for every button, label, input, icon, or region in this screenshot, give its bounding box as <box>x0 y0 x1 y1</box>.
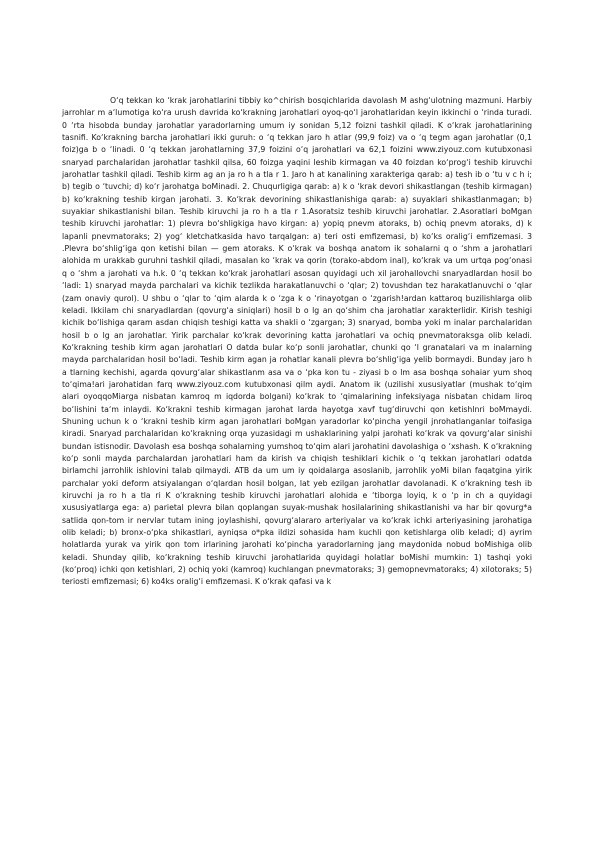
body-text-block <box>62 95 532 589</box>
body-paragraph: O‘q tekkan ko ‘krak jarohatlarini tibbiy ko^chirish bosqichlarida davolash M ashg‘ulotning mazmuni. Harbiy jarrohlar m a‘lumotiga ko‘ra urush davrida ko‘krakning jarohatlari oyoq-qo‘l jarohatlaridan keyin ikkinchi o ‘rinda turadi. 0 ‘rta hisobda bunday jarohatlar yaradorlarning umum iy sonidan 5,12 foizni tashkil qiladi. K o‘krak jarohatlarining tasnifi. Ko‘krakning barcha jarohatlari ikki guruh: o ‘q tekkan jaro h atlar (99,9 foiz) va o ‘q tegm agan jarohatlar (0,1 foiz)ga b o ‘linadi. 0 ‘q tekkan jarohatlarning 37,9 foizini o‘q jarohatlari va 62,1 foizini www.ziyouz.com kutubxonasi snaryad parchalaridan jarohatlar tashkil qilsa, 60 foizga yaqini leshib kirmagan va 40 foizdan ko‘prog‘i teshib kiruvchi jarohatlar tashkil qiladi. Teshib kirm ag an ja ro h a tla r 1. Jaro h at kanalining xarakteriga qarab: a) tesh ib o ‘tu v c h i; b) tegib o ‘tuvchi; d) ko‘r jarohatga boMinadi. 2. Chuqurligiga qarab: a) k o ‘krak devori shikastlangan (teshib kirmagan) b) ko‘krakning teshib kirgan jarohati. 3. Ko‘krak devorining shikastlanishiga qarab: a) suyaklari shikastlanmagan; b) suyakiar shikastlanishi bilan. Teshib kiruvchi ja ro h a tla r 1.Asoratsiz teshib kiruvchi jarohatlar. 2.Asoratlari boMgan teshib kiruvchi jarohatlar: 1) plevra bo‘shligkiga havo kirgan: a) yopiq pnevm atoraks, b) ochiq pnevm atoraks, d) k lapanli pnevmatoraks; 2) yog‘ kletchatkasida havo tarqalgan: a) teri osti emfizemasi, b) ko‘ks oralig‘i emfizemasi. 3 .Plevra bo‘shlig‘iga qon ketishi bilan — gem atoraks. K o‘krak va boshqa anatom ik sohalarni q o ‘shm a jarohatlari alohida m urakkab guruhni tashkil qiladi, masalan ko ‘krak va qorin (torako-abdom inal), ko‘krak va um urtqa pog‘onasi q o ‘shm a jarohati va h.k. 0 ‘q tekkan ko‘krak jarohatlari asosan quyidagi uch xil jarohallovchi snaryadlardan hosil bo ‘ladi: 1) snaryad mayda parchalari va kichik tezlikda harakatlanuvchi o ‘qlar; 2) tovushdan tez harakatlanuvchi o ‘qlar (zam onaviy qurol). U shbu o ‘qlar to ‘qim alarda k o ‘zga k o ‘rinayotgan o ‘zgarish!ardan kattaroq buzilishlarga olib keladi. Ikkilam chi snaryadlardan (qovurg‘a siniqlari) hosil b o lg an qo‘shim cha jarohatlar xarakterlidir. Kirish teshigi kichik bo‘lishiga qaram asdan chiqish teshigi katta va shakli o ‘zgargan; 3) snaryad, bomba yoki m inalar parchalaridan hosil b o lg an jarohatlar. Yirik parchalar ko‘krak devorining katta jarohatlari va ochiq pnevmatoraksga olib keladi. Ko‘krakning teshib kirm agan jarohatlari O datda bular ko‘p sonli jarohatlar, chunki qo ‘l granatalari va m inalarning mayda parchalaridan hosil bo‘ladi. Teshib kirm agan ja rohatlar kanali plevra bo‘shlig‘iga yelib bormaydi. Bunday jaro h a tlarning kechishi, agarda qovurg‘alar shikastlanm asa va o ‘pka kon tu - ziyasi b o lm asa boshqa sohaiar yum shoq to‘qima!ari jarohatidan farq www.ziyouz.com kutubxonasi qilm aydi. Anatom ik (uzilishi xususiyatlar (mushak to‘qim alari oyoqqoMiarga nisbatan kamroq m iqdorda bolgani) ko‘krak to ‘qimalarining infeksiyaga nisbatan chidam liroq bo‘lishini ta‘m inlaydi. Ko‘krakni teshib kirmagan jarohat larda hayotga xavf tug‘diruvchi qon ketishlnri boMmaydi. Shuning uchun k o ‘krakni teshib kirm agan jarohatlari boMgan yaradorlar ko‘pincha yengil jnrohatlanganlar toifasiga kiradi. Snaryad parchalaridan ko‘krakning orqa yuzasidagi m ushaklarining yalpi jarohati ko‘krak va qovurg‘alar sinishi bundan istisnodir. Davolash esa boshqa sohalarning yumshoq to‘qim alari jarohatini davolashiga o ‘xshash. K o‘krakning ko‘p sonli mayda parchalardan jarohatlari ham da kirish va chiqish teshiklari kichik o ‘q tekkan jarohatlari odatda birlamchi jarrohlik ishlovini talab qilmaydi. ATB da um um iy qoidalarga asoslanib, jarrohlik yoMi bilan faqatgina yirik parchalar yoki deform atsiyalangan o‘qlardan hosil bolgan, lat yeb ezilgan jarohatlar davolanadi. K o‘krakning tesh ib kiruvchi ja ro h a tla ri K o‘krakning teshib kiruvchi jarohatlari alohida e ‘tiborga loyiq, k o ‘p in ch a quyidagi xususiyatlarga ega: a) parietal plevra bilan qoplangan suyak-mushak hosilalarining shikastlanishi va har bir qovurg*a satlida qon-tom ir nervlar tutam ining joylashishi, qovurg‘alararo arteriyalar va ko‘krak ichki arteriyasining jarohatiga olib keladi; b) bronx-o‘pka shikastlari, ayniqsa o*pka ildizi sohasida ham kuchli qon ketishlarga olib keladi; d) ayrim holatlarda yurak va yirik qon tom irlarining jarohati ko‘pincha yaradorlarning jang maydonida nobud boMishiga olib keladi. Shunday qilib, ko‘krakning teshib kiruvchi jarohatlarida quyidagi holatlar boMishi mumkin: 1) tashqi yoki (ko‘proq) ichki qon ketishlari, 2) ochiq yoki (kamroq) kuchlangan pnevmatoraks; 3) gemopnevmatoraks; 4) xilotoraks; 5) teriosti emfizemasi; 6) ko4ks oralig‘i emfizemasi. K o‘krak qafasi va k <box>62 96 532 587</box>
